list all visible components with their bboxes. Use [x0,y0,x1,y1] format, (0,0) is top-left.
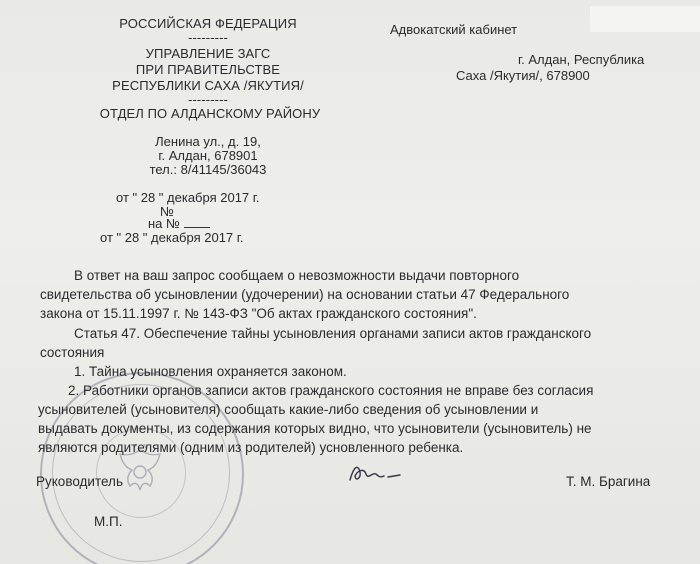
reference-number-label: на № [148,216,180,231]
document-number-label: № [160,204,174,219]
document-date: от " 28 " декабря 2017 г. [116,190,260,205]
header-separator-1: --------- [188,30,228,45]
article-item-2-line-2: усыновителей (усыновителя) сообщать какие-либо сведения об усыновлении и [38,402,539,417]
org-name-line-3: РЕСПУБЛИКИ САХА /ЯКУТИЯ/ [112,78,304,93]
article-item-2-line-4: являются родителями (одним из родителей) усновленного ребенка. [38,440,464,455]
address-street: Ленина ул., д. 19, [155,134,261,149]
paragraph-1-line-1: В ответ на ваш запрос сообщаем о невозможности выдачи повторного [74,268,520,283]
article-item-2-line-1: 2. Работники органов записи актов гражданского состояния не вправе без согласия [68,383,594,398]
country-name: РОССИЙСКАЯ ФЕДЕРАЦИЯ [119,16,297,31]
reference-number-blank [184,216,210,228]
phone-number: тел.: 8/41145/36043 [149,162,267,177]
paragraph-1-line-3: закона от 15.11.1997 г. № 143-ФЗ "Об актах гражданского состояния". [40,306,477,321]
header-separator-2: --------- [188,92,228,107]
org-name-line-1: УПРАВЛЕНИЕ ЗАГС [145,46,271,61]
recipient-name: Адвокатский кабинет [390,22,518,37]
department-name: ОТДЕЛ ПО АЛДАНСКОМУ РАЙОНУ [99,106,321,121]
signatory-position: Руководитель [36,474,123,489]
signatory-name: Т. М. Брагина [566,474,651,489]
recipient-city: г. Алдан, Республика [518,52,645,67]
address-city: г. Алдан, 678901 [158,148,258,163]
paragraph-1-line-2: свидетельства об усыновлении (удочерении) на основании статьи 47 Федерального [40,287,570,302]
article-item-2-line-3: выдавать документы, из содержания которых видно, что усыновители (усыновитель) не [38,421,592,436]
article-title-line-2: состояния [40,345,105,360]
handwritten-signature-icon [346,460,402,488]
org-name-line-2: ПРИ ПРАВИТЕЛЬСТВЕ [135,62,281,77]
article-item-1: 1. Тайна усыновления охраняется законом. [74,364,347,379]
seal-placeholder-label: М.П. [94,514,123,529]
article-title-line-1: Статья 47. Обеспечение тайны усыновления органами записи актов гражданского [74,326,592,341]
reference-date: от " 28 " декабря 2017 г. [100,230,244,245]
reference-number [148,216,210,231]
redacted-area [590,6,700,32]
recipient-region: Саха /Якутия/, 678900 [456,68,590,83]
